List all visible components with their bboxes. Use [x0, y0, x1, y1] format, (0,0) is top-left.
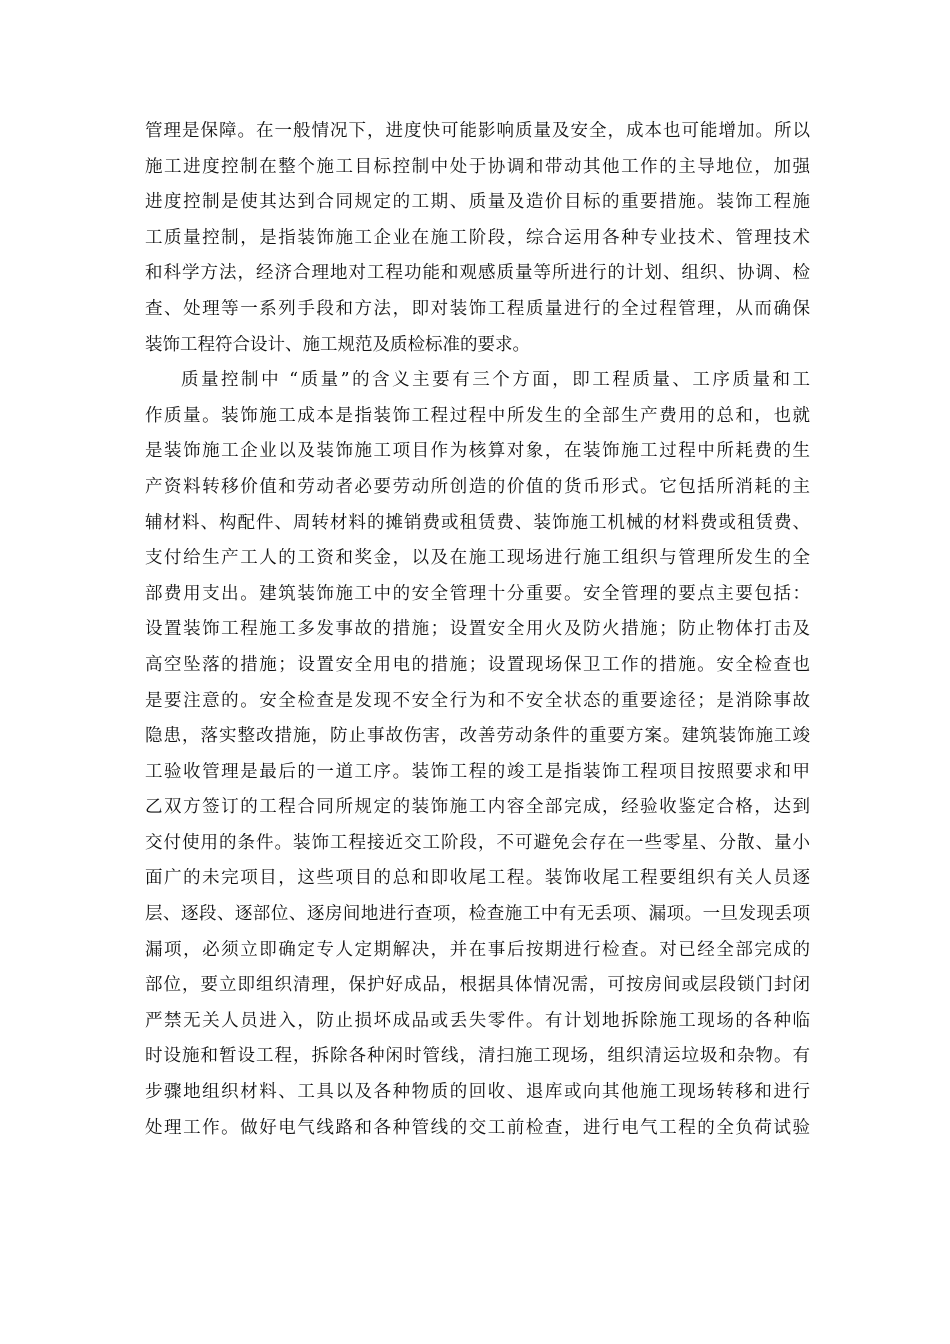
text-line: 漏项，必须立即确定专人定期解决，并在事后按期进行检查。对已经全部完成的 [145, 939, 810, 960]
text-line: 面广的未完项目，这些项目的总和即收尾工程。装饰收尾工程要组织有关人员逐 [145, 868, 810, 889]
text-line: 设置装饰工程施工多发事故的措施；设置安全用火及防火措施；防止物体打击及 [145, 619, 810, 640]
text-line: 装饰工程符合设计、施工规范及质检标准的要求。 [145, 334, 530, 355]
text-line: 工验收管理是最后的一道工序。装饰工程的竣工是指装饰工程项目按照要求和甲 [145, 761, 810, 782]
text-line: 乙双方签订的工程合同所规定的装饰施工内容全部完成，经验收鉴定合格，达到 [145, 797, 810, 818]
text-line: 辅材料、构配件、周转材料的摊销费或租赁费、装饰施工机械的材料费或租赁费、 [145, 512, 810, 533]
text-line: 部位，要立即组织清理，保护好成品，根据具体情况需，可按房间或层段锁门封闭 [145, 975, 810, 996]
text-line: 施工进度控制在整个施工目标控制中处于协调和带动其他工作的主导地位，加强 [145, 156, 810, 177]
text-line: 交付使用的条件。装饰工程接近交工阶段，不可避免会存在一些零星、分散、量小 [145, 832, 810, 853]
text-line: 支付给生产工人的工资和奖金，以及在施工现场进行施工组织与管理所发生的全 [145, 548, 810, 569]
text-line: 是要注意的。安全检查是发现不安全行为和不安全状态的重要途径；是消除事故 [145, 690, 810, 711]
text-line: 层、逐段、逐部位、逐房间地进行查项，检查施工中有无丢项、漏项。一旦发现丢项 [145, 904, 810, 925]
text-line: 处理工作。做好电气线路和各种管线的交工前检查，进行电气工程的全负荷试验 [145, 1117, 810, 1138]
text-line: 查、处理等一系列手段和方法，即对装饰工程质量进行的全过程管理，从而确保 [145, 298, 810, 319]
text-line: 产资料转移价值和劳动者必要劳动所创造的价值的货币形式。它包括所消耗的主 [145, 476, 810, 497]
text-line: 时设施和暂设工程，拆除各种闲时管线，清扫施工现场，组织清运垃圾和杂物。有 [145, 1046, 810, 1067]
text-line: 部费用支出。建筑装饰施工中的安全管理十分重要。安全管理的要点主要包括： [145, 583, 810, 604]
text-line: 和科学方法，经济合理地对工程功能和观感质量等所进行的计划、组织、协调、检 [145, 263, 810, 284]
body-text [145, 114, 810, 1146]
text-line: 隐患，落实整改措施，防止事故伤害，改善劳动条件的重要方案。建筑装饰施工竣 [145, 726, 810, 747]
text-line: 是装饰施工企业以及装饰施工项目作为核算对象，在装饰施工过程中所耗费的生 [145, 441, 810, 462]
text-line: 进度控制是使其达到合同规定的工期、质量及造价目标的重要措施。装饰工程施 [145, 192, 810, 213]
text-line: 严禁无关人员进入，防止损坏成品或丢失零件。有计划地拆除施工现场的各种临 [145, 1010, 810, 1031]
text-line: 工质量控制，是指装饰施工企业在施工阶段，综合运用各种专业技术、管理技术 [145, 227, 810, 248]
text-line: 步骤地组织材料、工具以及各种物质的回收、退库或向其他施工现场转移和进行 [145, 1082, 810, 1103]
text-line: 高空坠落的措施；设置安全用电的措施；设置现场保卫工作的措施。安全检查也 [145, 654, 810, 675]
text-line: 管理是保障。在一般情况下，进度快可能影响质量及安全，成本也可能增加。所以 [145, 121, 810, 141]
paragraph-first-line: 质量控制中 “质量”的含义主要有三个方面，即工程质量、工序质量和工 [181, 370, 810, 391]
text-line: 作质量。装饰施工成本是指装饰工程过程中所发生的全部生产费用的总和，也就 [145, 405, 810, 426]
